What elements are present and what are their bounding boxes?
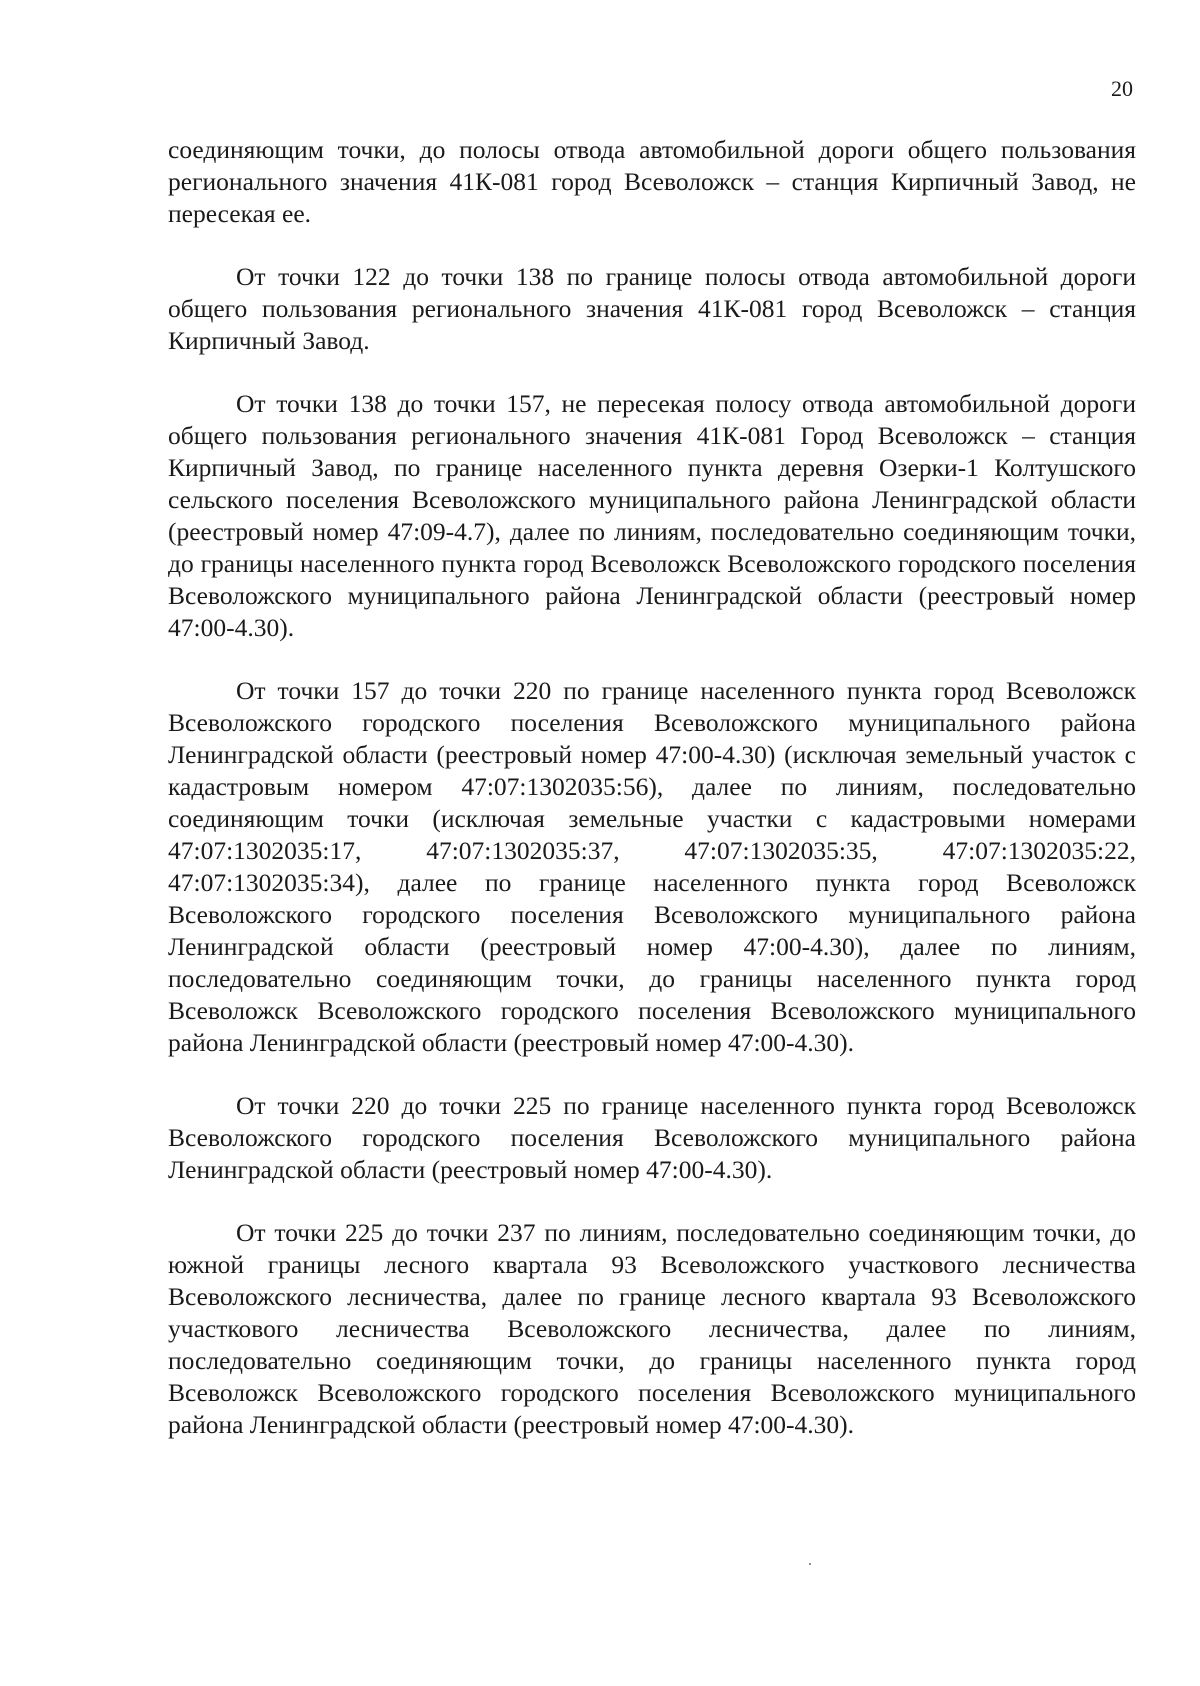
scan-speck bbox=[809, 1563, 811, 1565]
paragraph-points-122-138: От точки 122 до точки 138 по границе полосы отвода автомобильной дороги общего пользования регионального значения 41К-081 город Всеволожск – станция Кирпичный Завод. bbox=[168, 262, 1136, 355]
document-body bbox=[168, 134, 1136, 1472]
paragraph-points-138-157: От точки 138 до точки 157, не пересекая полосу отвода автомобильной дороги общего пользования регионального значения 41К-081 Город Всеволожск – станция Кирпичный Завод, по границе населенного пункта деревня Озерки-1 Колтушского сельского поселения Всеволожского муниципального района Ленинградской области (реестровый номер 47:09-4.7), далее по линиям, последовательно соединяющим точки, до границы населенного пункта город Всеволожск Всеволожского городского поселения Всеволожского муниципального района Ленинградской области (реестровый номер 47:00-4.30). bbox=[168, 389, 1136, 642]
paragraph-continuation: соединяющим точки, до полосы отвода автомобильной дороги общего пользования регионального значения 41К-081 город Всеволожск – станция Кирпичный Завод, не пересекая ее. bbox=[168, 135, 1136, 228]
page-number: 20 bbox=[1111, 76, 1133, 101]
paragraph-points-157-220: От точки 157 до точки 220 по границе населенного пункта город Всеволожск Всеволожского городского поселения Всеволожского муниципального района Ленинградской области (реестровый номер 47:00-4.30) (исключая земельный участок с кадастровым номером 47:07:1302035:56), далее по линиям, последовательно соединяющим точки (исключая земельные участки с кадастровыми номерами 47:07:1302035:17, 47:07:1302035:37, 47:07:1302035:35, 47:07:1302035:22, 47:07:1302035:34), далее по границе населенного пункта город Всеволожск Всеволожского городского поселения Всеволожского муниципального района Ленинградской области (реестровый номер 47:00-4.30), далее по линиям, последовательно соединяющим точки, до границы населенного пункта город Всеволожск Всеволожского городского поселения Всеволожского муниципального района Ленинградской области (реестровый номер 47:00-4.30). bbox=[168, 676, 1136, 1057]
paragraph-points-225-237: От точки 225 до точки 237 по линиям, последовательно соединяющим точки, до южной границы лесного квартала 93 Всеволожского участкового лесничества Всеволожского лесничества, далее по границе лесного квартала 93 Всеволожского участкового лесничества Всеволожского лесничества, далее по линиям, последовательно соединяющим точки, до границы населенного пункта город Всеволожск Всеволожского городского поселения Всеволожского муниципального района Ленинградской области (реестровый номер 47:00-4.30). bbox=[168, 1218, 1136, 1439]
paragraph-points-220-225: От точки 220 до точки 225 по границе населенного пункта город Всеволожск Всеволожского городского поселения Всеволожского муниципального района Ленинградской области (реестровый номер 47:00-4.30). bbox=[168, 1091, 1136, 1184]
